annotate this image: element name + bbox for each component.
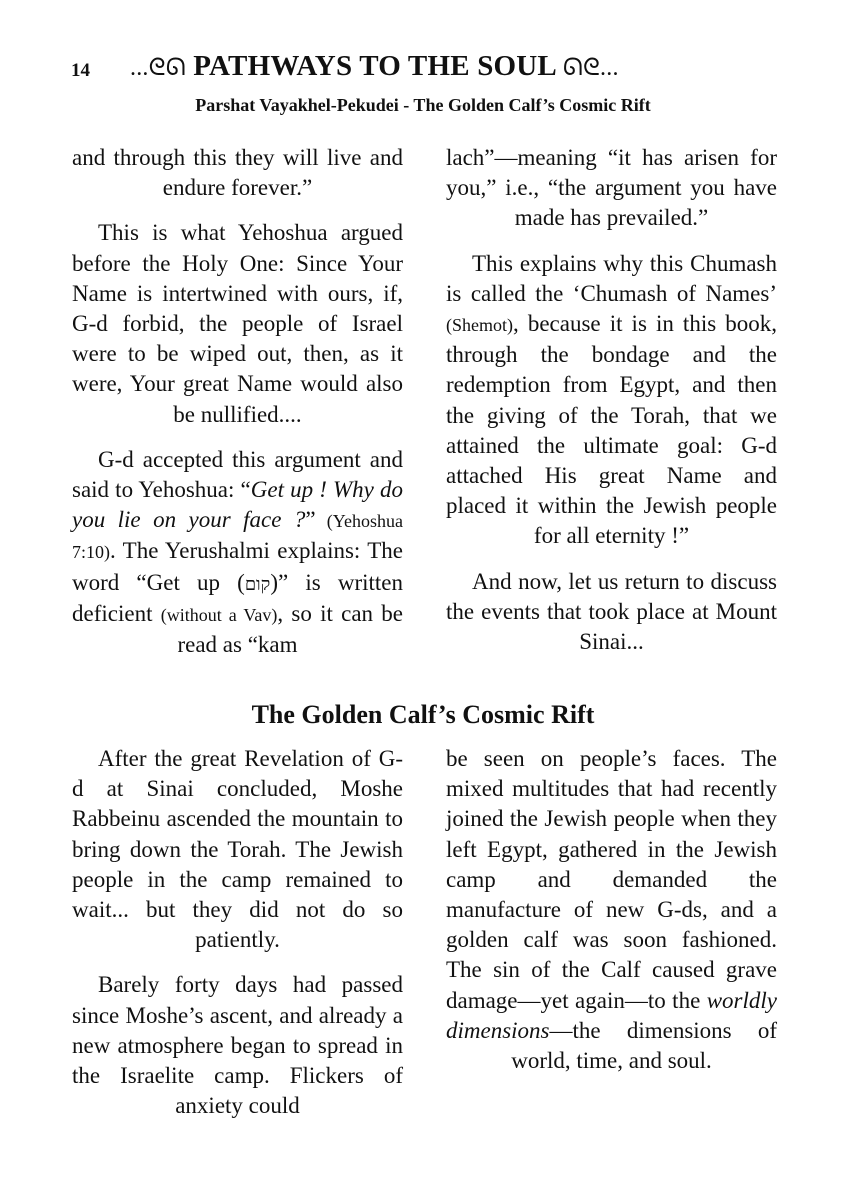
text-segment: , because it is in this book, through the bondage and the redemption from Egypt, and then the giving of the Torah, that we attained the ultimate goal: G-d attached His great Name and placed it within the Jewish people for all eternity !” bbox=[446, 311, 777, 549]
text-segment: This is what Yehoshua argued before the Holy One: Since Your Name is intertwined with ours, if, G-d forbid, the people of Israel were to be wiped out, then, as it were, Your great Name would also be nullified.... bbox=[72, 220, 403, 427]
paragraph bbox=[72, 744, 403, 955]
text-segment: G-d accepted this argument and said to Yehoshua: “ bbox=[72, 446, 403, 503]
text-segment: —the dimensions of world, time, and soul. bbox=[511, 1017, 777, 1074]
column-top-right bbox=[446, 143, 777, 672]
text-segment: lach”—meaning “it has arisen for you,” i.e., “the argument you have made has prevailed.” bbox=[446, 145, 777, 231]
ornament-right-icon: ᘏᘓ... bbox=[562, 55, 619, 81]
text-segment: worldly dimensions bbox=[446, 987, 777, 1043]
page-number: 14 bbox=[71, 60, 90, 81]
book-title: PATHWAYS TO THE SOUL bbox=[193, 50, 556, 82]
text-segment: Barely forty days had passed since Moshe’s ascent, and already a new atmosphere began to spread in the Israelite camp. Flickers of anxiety could bbox=[72, 972, 403, 1119]
text-segment: Get up ! Why do you lie on your face ? bbox=[72, 477, 403, 533]
paragraph bbox=[72, 445, 403, 660]
column-bottom-right bbox=[446, 744, 777, 1091]
text-segment: And now, let us return to discuss the events that took place at Mount Sinai... bbox=[446, 568, 777, 655]
text-segment: , so it can be read as “kam bbox=[177, 600, 403, 658]
paragraph bbox=[446, 249, 777, 552]
text-segment: (without a Vav) bbox=[160, 604, 278, 625]
text-segment: be seen on people’s faces. The mixed multitudes that had recently joined the Jewish people when they left Egypt, gathered in the Jewish camp and demanded the manufacture of new G-ds, and a golden calf was soon fashioned. The sin of the Calf caused grave damage—yet again—to the bbox=[446, 746, 777, 1013]
text-segment: This explains why this Chumash is called the ‘Chumash of Names’ bbox=[446, 250, 777, 306]
running-title bbox=[130, 50, 619, 83]
column-top-left bbox=[72, 143, 403, 675]
text-segment: קום bbox=[244, 573, 271, 594]
paragraph bbox=[72, 218, 403, 429]
column-bottom-left bbox=[72, 744, 403, 1136]
ornament-left-icon: ...ᘓᘏ bbox=[130, 55, 186, 81]
paragraph bbox=[72, 970, 403, 1121]
paragraph bbox=[446, 143, 777, 234]
text-segment: ” bbox=[305, 507, 316, 533]
text-segment: (Shemot) bbox=[446, 315, 513, 336]
paragraph bbox=[446, 567, 777, 658]
chapter-subtitle: Parshat Vayakhel-Pekudei - The Golden Calf’s Cosmic Rift bbox=[195, 95, 651, 115]
text-segment: (Yehoshua 7:10) bbox=[72, 511, 403, 563]
text-segment: )” is written deficient bbox=[72, 569, 403, 626]
paragraph bbox=[446, 744, 777, 1076]
text-segment: and through this they will live and endure forever.” bbox=[72, 145, 403, 201]
paragraph bbox=[72, 143, 403, 203]
text-segment: . The Yerushalmi explains: The word “Get up ( bbox=[72, 538, 403, 595]
section-heading: The Golden Calf’s Cosmic Rift bbox=[251, 700, 595, 729]
text-segment: After the great Revelation of G-d at Sinai concluded, Moshe Rabbeinu ascended the mountain to bring down the Torah. The Jewish people in the camp remained to wait... but they did not do so patiently. bbox=[72, 746, 403, 953]
